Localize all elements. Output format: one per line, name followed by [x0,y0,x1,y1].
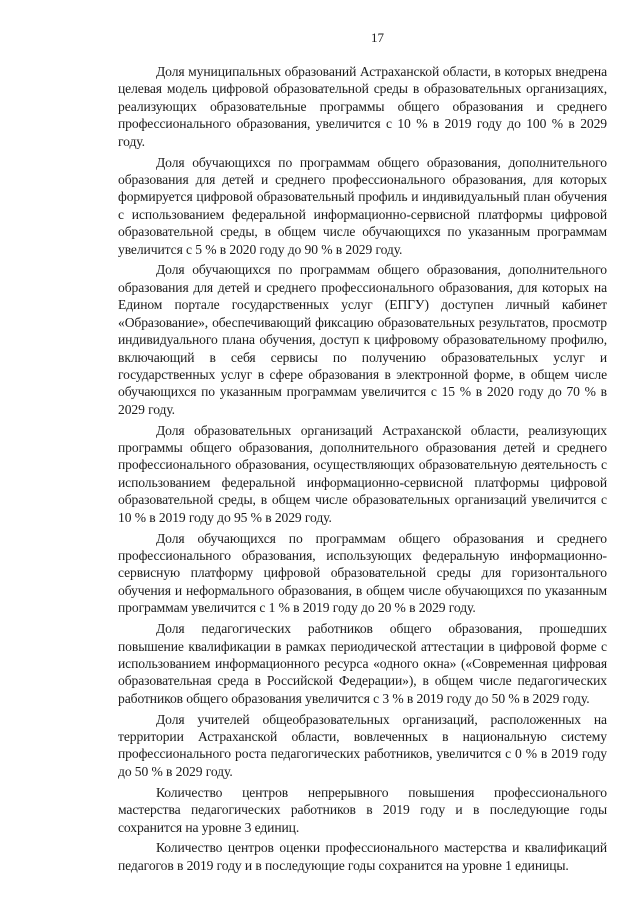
paragraph-educational-organizations: Доля образовательных организаций Астраханской области, реализующих программы общего образования, дополнительного образования детей и среднего профессионального образования, осуществляющих образовательную деятельность с использованием федеральной информационно-сервисной платформы цифровой образовательной среды, в общем числе образовательных организаций увеличится с 10 % в 2019 году до 95 % в 2029 году. [118,422,607,525]
page-number: 17 [371,30,384,45]
paragraph-digital-profile: Доля обучающихся по программам общего образования, дополнительного образования для детей и среднего профессионального образования, для которых формируется цифровой образовательный профиль и индивидуальный план обучения с использованием федеральной информационно-сервисной платформы цифровой образовательной среды, в общем числе обучающихся по указанным программам увеличится с 5 % в 2020 году до 90 % в 2029 году. [118,154,607,257]
paragraph-assessment-centers: Количество центров оценки профессионального мастерства и квалификаций педагогов в 2019 году и в последующие годы сохранится на уровне 1 единицы. [118,840,607,873]
paragraph-epgu-cabinet: Доля обучающихся по программам общего образования, дополнительного образования для детей и среднего профессионального образования, для которых на Едином портале государственных услуг (ЕПГУ) доступен личный кабинет «Образование», обеспечивающий фиксацию образовательных результатов, просмотр индивидуального плана обучения, доступ к цифровому образовательному профилю, включающий в себя сервисы по получению образовательных услуг и государственных услуг в сфере образования в электронной форме, в общем числе обучающихся по указанным программам увеличится с 15 % в 2020 году до 70 % в 2029 году. [118,262,607,417]
paragraph-continuous-training-centers: Количество центров непрерывного повышения профессионального мастерства педагогических работников в 2019 году и в последующие годы сохранится на уровне 3 единиц. [118,784,607,835]
paragraph-digital-environment-municipalities: Доля муниципальных образований Астраханской области, в которых внедрена целевая модель цифровой образовательной среды в образовательных организациях, реализующих образовательные программы общего образования и среднего профессионального образования, увеличится с 10 % в 2019 году до 100 % в 2029 году. [118,64,607,149]
paragraph-teacher-qualification: Доля педагогических работников общего образования, прошедших повышение квалификации в рамках периодической аттестации в цифровой форме с использованием информационного ресурса «одного окна» («Современная цифровая образовательная среда в Российской Федерации»), в общем числе педагогических работников общего образования увеличится с 3 % в 2019 году до 50 % в 2029 году. [118,621,607,706]
paragraph-horizontal-learning: Доля обучающихся по программам общего образования и среднего профессионального образования, использующих федеральную информационно-сервисную платформу цифровой образовательной среды для горизонтального обучения и неформального образования, в общем числе обучающихся по указанным программам увеличится с 1 % в 2019 году до 20 % в 2029 году. [118,530,607,616]
paragraph-teacher-growth-system: Доля учителей общеобразовательных организаций, расположенных на территории Астраханской области, вовлеченных в национальную систему профессионального роста педагогических работников, увеличится с 0 % в 2019 году до 50 % в 2029 году. [118,711,607,779]
